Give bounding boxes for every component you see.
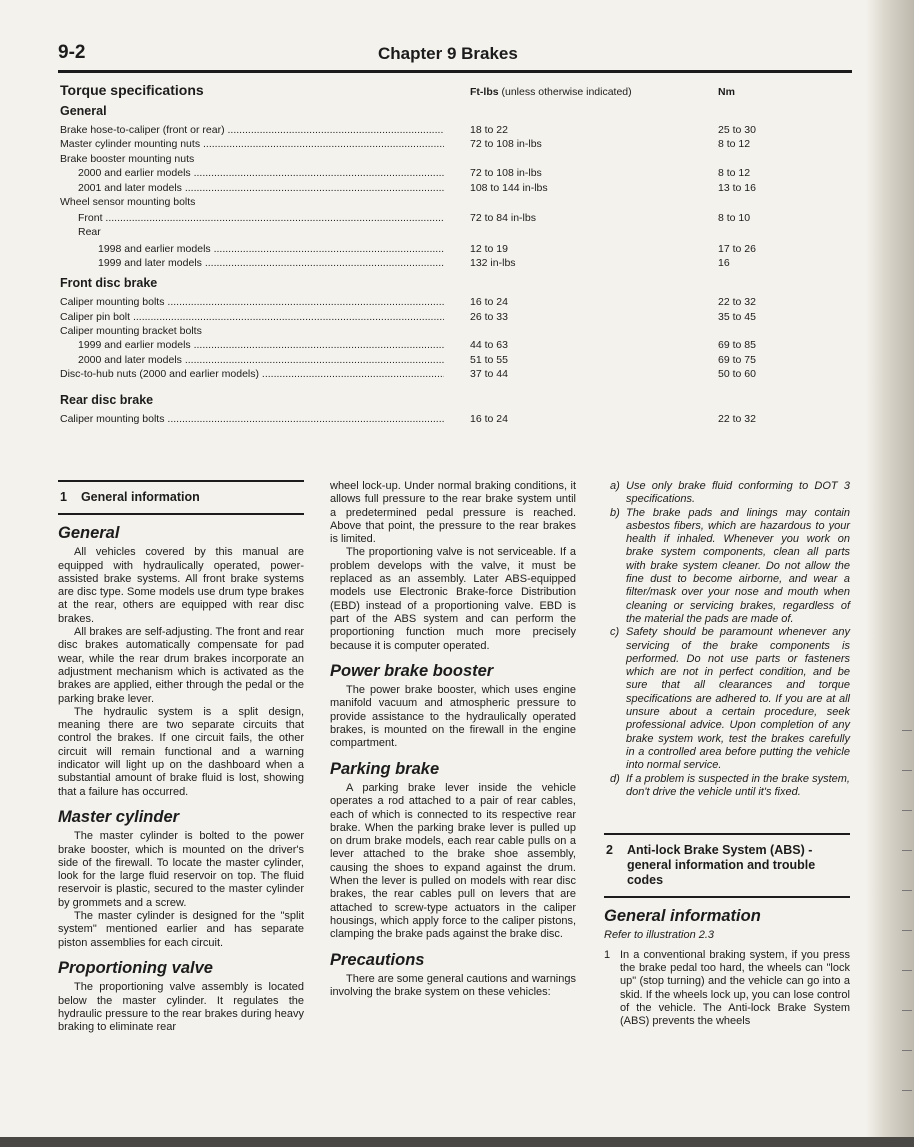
spec-nm: 8 to 10 xyxy=(718,212,751,225)
spec-nm: 22 to 32 xyxy=(718,296,756,309)
text-column-2 xyxy=(330,480,576,999)
spec-ftlbs: 108 to 144 in-lbs xyxy=(470,181,548,194)
spec-row xyxy=(60,353,840,367)
spec-header xyxy=(60,82,840,102)
subheading-proportioning-valve: Proportioning valve xyxy=(58,958,213,977)
paragraph: The power brake booster, which uses engine manifold vacuum and atmospheric pressure to provide assistance to the hydraulically operated brakes, is mounted on the firewall in the engine compartment. xyxy=(330,684,576,750)
spec-nm: 35 to 45 xyxy=(718,310,756,323)
spec-ftlbs: 44 to 63 xyxy=(470,339,508,352)
edge-mark xyxy=(902,930,912,931)
spec-nm: 69 to 75 xyxy=(718,353,756,366)
edge-mark xyxy=(902,970,912,971)
paragraph: All vehicles covered by this manual are equipped with hydraulically operated, power-assisted brake systems. All front brake systems are disc type. Some models use drum type brakes at the rear, others are equipped with rear disc brakes. xyxy=(58,546,304,625)
edge-mark xyxy=(902,1050,912,1051)
paragraph: In a conventional braking system, if you press the brake pedal too hard, the wheels can "lock up" (stop turning) and the vehicle can go into a skid. If the wheels lock up, you can lose control of the vehicle. The Anti-lock Brake System (ABS) prevents the wheels xyxy=(620,948,850,1028)
list-item xyxy=(604,773,850,800)
spec-row xyxy=(60,310,840,324)
group-general-heading: General xyxy=(60,104,107,118)
list-text: If a problem is suspected in the brake system, don't drive the vehicle until it's fixed. xyxy=(626,772,850,798)
spec-row xyxy=(60,195,840,209)
spec-row xyxy=(60,367,840,381)
edge-mark xyxy=(902,730,912,731)
spec-label: Brake booster mounting nuts xyxy=(60,152,195,165)
spec-label: Disc-to-hub nuts (2000 and earlier models) ..... xyxy=(60,367,444,381)
spec-row xyxy=(60,209,840,225)
spec-nm: 25 to 30 xyxy=(718,124,756,136)
spec-label: Brake hose-to-caliper (front or rear) ..... xyxy=(60,123,444,137)
spec-ftlbs: 12 to 19 xyxy=(470,242,508,255)
illustration-reference: Refer to illustration 2.3 xyxy=(604,929,715,942)
spec-nm: 17 to 26 xyxy=(718,242,756,255)
section-rule xyxy=(58,513,304,515)
numbered-paragraph xyxy=(604,949,850,1029)
edge-mark xyxy=(902,770,912,771)
scan-bottom-edge xyxy=(0,1137,914,1147)
ftlbs-note: (unless otherwise indicated) xyxy=(498,86,632,98)
subheading-master-cylinder: Master cylinder xyxy=(58,807,180,826)
subheading-parking-brake: Parking brake xyxy=(330,759,440,778)
spec-label: Front ..... xyxy=(78,209,444,227)
paragraph: The master cylinder is designed for the "split system" mentioned earlier and has separate piston assemblies for each circuit. xyxy=(58,910,304,949)
torque-spec-table xyxy=(60,82,840,427)
list-text: The brake pads and linings may contain asbestos fibers, which are hazardous to your health if inhaled. Whenever you work on brake system components, clean all parts with brake system cleaner. Do not allow the fine dust to become airborne, and wear a filter/mask over your nose and mouth when cleaning or servicing brakes, regardless of the material the pads are made of. xyxy=(626,506,850,625)
spec-nm: 69 to 85 xyxy=(718,339,756,352)
section-number: 1 xyxy=(60,490,67,504)
section-1-heading xyxy=(58,482,304,513)
paragraph-number: 1 xyxy=(604,948,611,961)
paragraph: A parking brake lever inside the vehicle operates a rod attached to a pair of rear cables, each of which is connected to its respective rear brake. When the parking brake lever is pulled up on drum brake models, each rear cable pulls on a lever attached to the brake shoe assembly, causing the shoes to expand against the drum. When the lever is pulled on models with rear disc brakes, the rear cables pull on levers that are attached to screw-type actuators in the caliper housings, which apply force to the caliper pistons, clamping the brake pads against the brake disc. xyxy=(330,781,576,941)
spec-label: Caliper pin bolt ..... xyxy=(60,310,444,324)
subheading-precautions: Precautions xyxy=(330,950,425,969)
spec-row xyxy=(60,137,840,151)
group-rear-heading: Rear disc brake xyxy=(60,393,154,408)
spec-nm: 8 to 12 xyxy=(718,138,751,151)
paragraph: wheel lock-up. Under normal braking conditions, it allows full pressure to the rear brake system until a predetermined pedal pressure is reached. Above that point, the pressure to the rear brakes is limited. xyxy=(330,480,576,546)
spec-row xyxy=(60,123,840,137)
subheading-general-information: General information xyxy=(604,907,761,926)
section-rule xyxy=(604,896,850,898)
chapter-title: Chapter 9 Brakes xyxy=(378,44,518,63)
list-item xyxy=(604,480,850,507)
spec-nm: 16 xyxy=(718,256,730,269)
spec-label: 2001 and later models ..... xyxy=(78,181,444,195)
spec-label: 1999 and earlier models ..... xyxy=(78,338,444,352)
text-column-3 xyxy=(604,480,850,1029)
list-item xyxy=(604,507,850,627)
edge-mark xyxy=(902,1010,912,1011)
section-title: Anti-lock Brake System (ABS) - general information and trouble codes xyxy=(626,843,816,888)
spec-ftlbs: 72 to 108 in-lbs xyxy=(470,167,542,180)
list-key: b) xyxy=(610,506,620,519)
spec-ftlbs: 51 to 55 xyxy=(470,353,508,366)
spec-ftlbs: 72 to 108 in-lbs xyxy=(470,138,542,151)
spec-row xyxy=(60,166,840,180)
spec-nm: 22 to 32 xyxy=(718,413,756,426)
spec-nm: 8 to 12 xyxy=(718,167,751,180)
spec-ftlbs: 26 to 33 xyxy=(470,310,508,323)
spec-label: 2000 and earlier models ..... xyxy=(78,166,444,180)
spec-ftlbs: 72 to 84 in-lbs xyxy=(470,212,536,225)
paragraph: All brakes are self-adjusting. The front and rear disc brakes automatically compensate for pad wear, while the rear drum brakes incorporate an adjustment mechanism which is activated as the brakes are applied, either through the pedal or the parking brake lever. xyxy=(58,626,304,705)
spec-row xyxy=(60,152,840,166)
group-front-heading: Front disc brake xyxy=(60,276,158,291)
spec-row xyxy=(60,256,840,270)
spec-row xyxy=(60,240,840,256)
spec-row xyxy=(60,295,840,309)
spec-ftlbs: 16 to 24 xyxy=(470,413,508,426)
spec-label: Caliper mounting bolts ..... xyxy=(60,295,444,309)
list-key: c) xyxy=(610,626,620,639)
edge-mark xyxy=(902,810,912,811)
paragraph: The proportioning valve is not serviceable. If a problem develops with the valve, it must be replaced as an assembly. Later ABS-equipped models use Electronic Brake-force Distribution (EBD) instead of a proportioning valve. EBD is part of the ABS system and can perform the proportioning function much more precisely because it is computer operated. xyxy=(330,546,576,652)
subheading-general: General xyxy=(58,524,120,542)
spec-row xyxy=(60,412,840,426)
section-number: 2 xyxy=(606,843,613,858)
section-title: General information xyxy=(80,490,200,504)
spec-row xyxy=(60,324,840,338)
spec-label: 2000 and later models ..... xyxy=(78,353,444,367)
paragraph: The hydraulic system is a split design, meaning there are two separate circuits that control the brakes. If one circuit fails, the other circuit will remain functional and a warning indicator will light up on the dashboard when a substantial amount of brake fluid is lost, showing that a failure has occurred. xyxy=(58,705,304,798)
nm-column-header: Nm xyxy=(718,86,735,98)
spec-label: 1999 and later models ..... xyxy=(98,256,444,270)
list-key: a) xyxy=(610,480,620,492)
cautions-list xyxy=(604,480,850,799)
page-edge-shadow xyxy=(866,0,914,1147)
edge-mark xyxy=(902,1090,912,1091)
spec-ftlbs: 132 in-lbs xyxy=(470,256,516,269)
page-number: 9-2 xyxy=(58,42,86,63)
spec-label: Rear xyxy=(78,226,101,239)
spec-nm: 50 to 60 xyxy=(718,368,756,381)
spec-ftlbs: 16 to 24 xyxy=(470,296,508,309)
paragraph: There are some general cautions and warnings involving the brake system on these vehicles: xyxy=(330,972,576,999)
spec-label: Wheel sensor mounting bolts xyxy=(60,195,196,208)
list-item xyxy=(604,626,850,772)
header-rule xyxy=(58,70,852,73)
spec-row xyxy=(60,181,840,195)
paragraph: The proportioning valve assembly is located below the master cylinder. It regulates the hydraulic pressure to the rear brakes during heavy braking to eliminate rear xyxy=(58,981,304,1034)
spec-row xyxy=(60,338,840,352)
spec-row xyxy=(60,225,840,239)
spec-ftlbs: 18 to 22 xyxy=(470,124,508,136)
spec-label: Master cylinder mounting nuts ..... xyxy=(60,137,444,151)
spec-title: Torque specifications xyxy=(60,82,204,98)
spec-label: 1998 and earlier models ..... xyxy=(98,240,444,258)
spec-nm: 13 to 16 xyxy=(718,181,756,194)
ftlbs-label: Ft-lbs xyxy=(470,86,499,98)
paragraph: The master cylinder is bolted to the power brake booster, which is mounted on the driver's side of the firewall. To locate the master cylinder, look for the large fluid reservoir on top. The fluid reservoir is plastic, secured to the master cylinder by grommets and a screw. xyxy=(58,830,304,909)
edge-mark xyxy=(902,890,912,891)
spec-label: Caliper mounting bracket bolts xyxy=(60,324,202,337)
list-text: Safety should be paramount whenever any servicing of the brake components is performed. Do not use parts or fasteners which are not in perfect condition, and be sure that all clearances and torque specifications are adhered to. If you are at all unsure about a certain procedure, seek professional advice. Upon completion of any brake system work, test the brakes carefully in a controlled area before putting the vehicle into normal service. xyxy=(626,626,850,772)
section-2-heading xyxy=(604,835,850,896)
list-key: d) xyxy=(610,772,620,785)
list-text: Use only brake fluid conforming to DOT 3 specifications. xyxy=(626,480,850,506)
text-column-1 xyxy=(58,480,304,1034)
spec-label: Caliper mounting bolts ..... xyxy=(60,412,444,426)
ftlbs-column-header xyxy=(470,86,632,98)
edge-mark xyxy=(902,850,912,851)
subheading-power-brake-booster: Power brake booster xyxy=(330,661,494,680)
spec-ftlbs: 37 to 44 xyxy=(470,368,508,381)
